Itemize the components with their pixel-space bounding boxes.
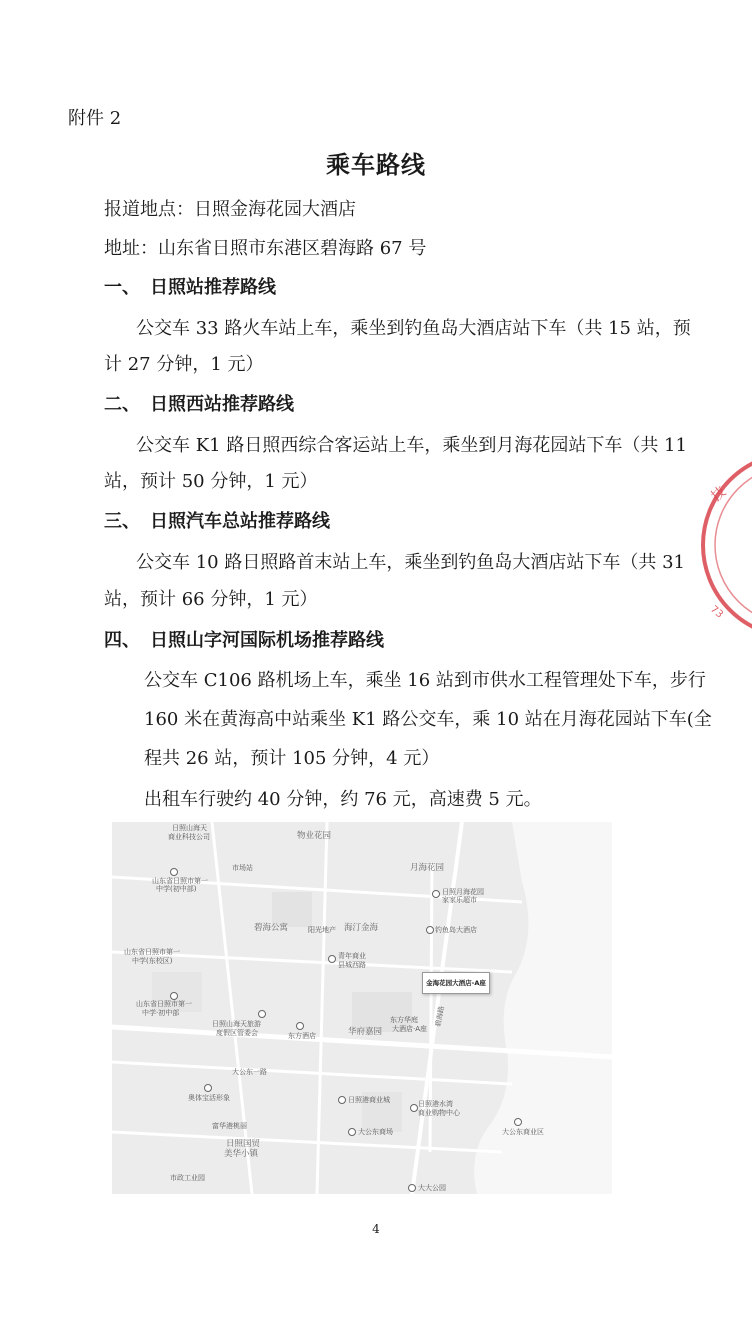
section-heading-4 (104, 626, 384, 652)
section-3-line-1: 公交车 10 路日照路首末站上车，乘坐到钓鱼岛大酒店站下车（共 31 (136, 552, 685, 573)
address: 地址：山东省日照市东港区碧海路 67 号 (104, 238, 427, 259)
section-2-line-2: 站，预计 50 分钟，1 元） (104, 471, 318, 492)
map-label: 华府嘉园 (348, 1027, 383, 1037)
report-location: 报道地点：日照金海花园大酒店 (104, 199, 356, 220)
page-title: 乘车路线 (326, 151, 426, 179)
map-label: 青年商业 (338, 952, 366, 960)
map-label: 市场站 (232, 864, 253, 872)
section-2-line-1: 公交车 K1 路日照西综合客运站上车，乘坐到月海花园站下车（共 11 (136, 435, 687, 456)
section-number: 三、 (104, 511, 140, 532)
section-heading-3 (104, 507, 330, 533)
map-label: 中学(东校区) (132, 957, 173, 965)
map-pin (348, 1128, 356, 1136)
section-4-line-1: 公交车 C106 路机场上车，乘坐 16 站到市供水工程管理处下车，步行 (144, 670, 706, 691)
map-label: 碧海公寓 (254, 923, 289, 933)
section-heading-2 (104, 390, 294, 416)
map-label: 山东省日照市第一 (136, 1000, 192, 1008)
map-label: 阳光地产 (308, 926, 336, 934)
map-label: 物业花园 (297, 831, 332, 841)
section-1-line-1: 公交车 33 路火车站上车，乘坐到钓鱼岛大酒店站下车（共 15 站，预 (136, 318, 691, 339)
hotel-marker: 金海花园大酒店-A座 (422, 972, 490, 994)
svg-text:技: 技 (708, 483, 730, 506)
map-label: 奥体宝活形象 (188, 1094, 230, 1102)
section-title: 日照西站推荐路线 (150, 394, 294, 415)
map-label: 大公东商业区 (502, 1128, 544, 1136)
map-label: 月海花园 (410, 863, 445, 873)
map-label: 东方酒店 (288, 1032, 316, 1040)
map-pin (408, 1184, 416, 1192)
map-label: 市政工业园 (170, 1174, 205, 1182)
section-4-line-3: 程共 26 站，预计 105 分钟，4 元） (144, 748, 440, 769)
map-label: 大公东一路 (232, 1068, 267, 1076)
attachment-label: 附件 2 (68, 108, 122, 129)
map-label: 山东省日照市第一 (152, 877, 208, 885)
map-label: 中学(初中部) (156, 885, 197, 893)
map-label: 商业购物中心 (418, 1109, 460, 1117)
map-label: 大大公园 (418, 1184, 446, 1192)
map-label: 日照山海天 (172, 824, 207, 832)
map-label: 富华港桃丽 (212, 1122, 247, 1130)
map-pin (170, 868, 178, 876)
section-3-line-2: 站，预计 66 分钟，1 元） (104, 589, 318, 610)
map-label: 东方华庭 (390, 1016, 418, 1024)
map-pin (328, 955, 336, 963)
section-number: 四、 (104, 630, 140, 651)
map-label: 日照港水湾 (418, 1100, 453, 1108)
map-label: 中学·初中部 (142, 1009, 180, 1017)
map-label: 山东省日照市第一 (124, 948, 180, 956)
map-label: 海汀金海 (344, 923, 379, 933)
map-label: 日照月海花园 (442, 888, 484, 896)
map-label: 商业科技公司 (168, 833, 210, 841)
map-label: 美华小镇 (224, 1149, 259, 1159)
section-title: 日照山字河国际机场推荐路线 (150, 630, 384, 651)
map-label: 钓鱼岛大酒店 (435, 926, 477, 934)
map-pin (514, 1118, 522, 1126)
location-map (112, 822, 612, 1194)
section-4-line-4: 出租车行驶约 40 分钟，约 76 元，高速费 5 元。 (144, 789, 542, 810)
map-pin (296, 1022, 304, 1030)
map-pin (170, 992, 178, 1000)
map-pin (432, 890, 440, 898)
page-number: 4 (372, 1222, 380, 1236)
map-label: 家家乐超市 (442, 896, 477, 904)
map-label: 县城西路 (338, 961, 366, 969)
section-number: 二、 (104, 394, 140, 415)
map-pin (258, 1010, 266, 1018)
map-pin (204, 1084, 212, 1092)
svg-text:73: 73 (708, 603, 725, 621)
official-seal-stamp (690, 440, 752, 650)
section-number: 一、 (104, 277, 140, 298)
map-label: 碧海路 (434, 1005, 446, 1028)
map-pin (338, 1096, 346, 1104)
map-pin (410, 1104, 418, 1112)
map-label: 日照港商业城 (348, 1096, 390, 1104)
section-1-line-2: 计 27 分钟，1 元） (104, 354, 264, 375)
map-label: 度假区管委会 (216, 1029, 258, 1037)
map-label: 日照山海天旅游 (212, 1020, 261, 1028)
map-pin (426, 926, 434, 934)
map-label: 大酒店·A座 (392, 1025, 428, 1033)
section-title: 日照汽车总站推荐路线 (150, 511, 330, 532)
map-label: 大公东商场 (358, 1128, 393, 1136)
section-title: 日照站推荐路线 (150, 277, 276, 298)
map-label: 日照国贸 (226, 1139, 261, 1149)
section-4-line-2: 160 米在黄海高中站乘坐 K1 路公交车，乘 10 站在月海花园站下车(全 (144, 709, 712, 730)
section-heading-1 (104, 273, 276, 299)
